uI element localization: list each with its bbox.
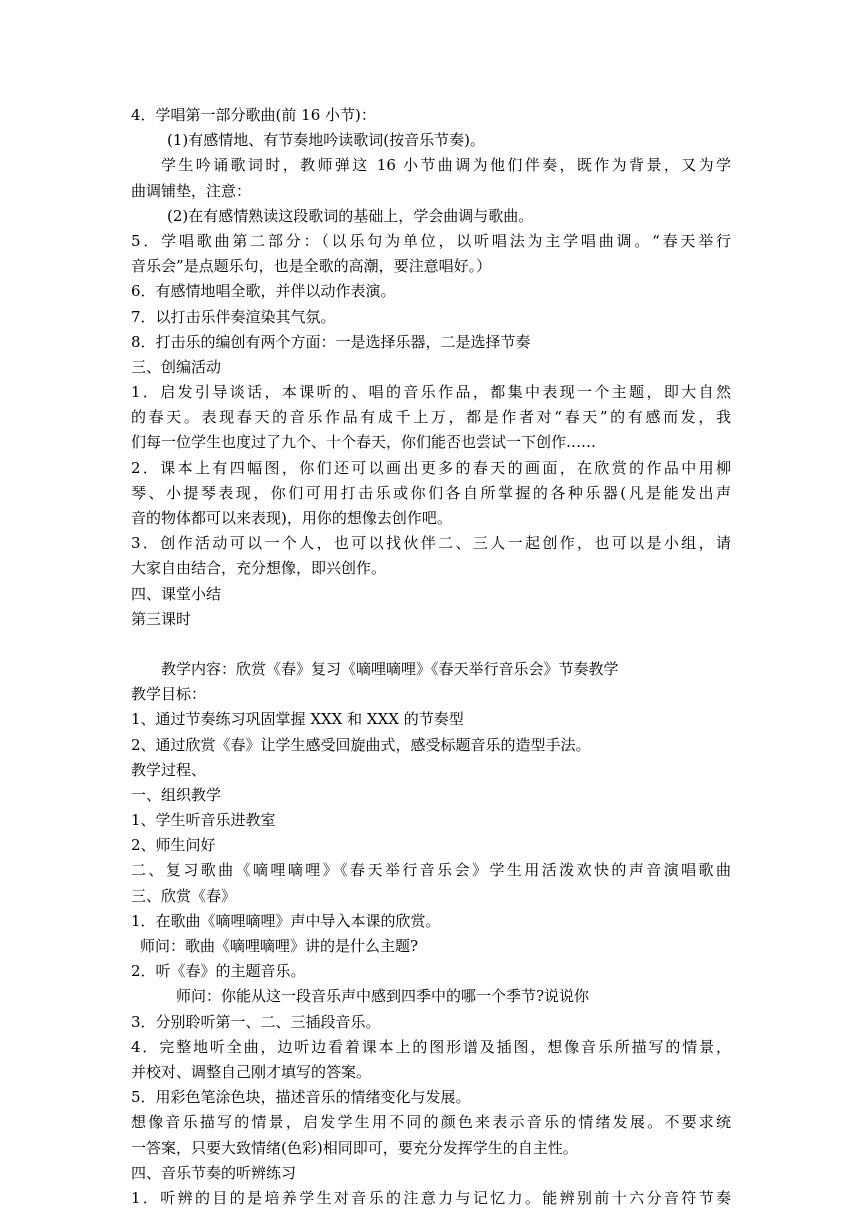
section-heading: 三、欣赏《春》 xyxy=(131,886,237,905)
text-line: 2、通过欣赏《春》让学生感受回旋曲式，感受标题音乐的造型手法。 xyxy=(131,735,591,754)
text-line: 2．听《春》的主题音乐。 xyxy=(131,962,306,981)
text-line: 1、通过节奏练习巩固掌握 XXX 和 XXX 的节奏型 xyxy=(131,710,464,729)
text-line: 6．有感情地唱全歌，并伴以动作表演。 xyxy=(131,282,396,301)
text-line: 琴、小提琴表现，你们可用打击乐或你们各自所掌握的各种乐器(凡是能发出声 xyxy=(131,483,731,502)
text-line: 8．打击乐的编创有两个方面：一是选择乐器，二是选择节奏 xyxy=(131,332,531,351)
text-line: 2、师生问好 xyxy=(131,836,216,855)
text-line: 1．在歌曲《嘀哩嘀哩》声中导入本课的欣赏。 xyxy=(131,911,441,930)
text-line: 教学目标： xyxy=(131,685,207,704)
text-line: 音乐会”是点题乐句，也是全歌的高潮，要注意唱好。） xyxy=(131,257,492,276)
text-line: 1．听辨的目的是培养学生对音乐的注意力与记忆力。能辨别前十六分音符节奏 xyxy=(131,1188,731,1207)
text-line: 2．课本上有四幅图，你们还可以画出更多的春天的画面，在欣赏的作品中用柳 xyxy=(131,458,731,477)
text-line: 音的物体都可以来表现)，用你的想像去创作吧。 xyxy=(131,509,452,527)
section-heading: 二、复习歌曲《嘀哩嘀哩》《春天举行音乐会》学生用活泼欢快的声音演唱歌曲 xyxy=(131,861,731,880)
text-line: 一答案，只要大致情绪(色彩)相同即可，要充分发挥学生的自主性。 xyxy=(131,1138,578,1157)
text-line: 师问：歌曲《嘀哩嘀哩》讲的是什么主题? xyxy=(140,937,419,955)
text-line: 大家自由结合，充分想像，即兴创作。 xyxy=(131,559,387,578)
text-line: 并校对、调整自己刚才填写的答案。 xyxy=(131,1062,372,1081)
text-line: 们每一位学生也度过了九个、十个春天，你们能否也尝试一下创作…… xyxy=(131,433,597,452)
text-line: 5．学唱歌曲第二部分：（以乐句为单位，以听唱法为主学唱曲调。“春天举行 xyxy=(131,231,731,250)
section-heading: 三、创编活动 xyxy=(131,357,222,376)
text-line: 想像音乐描写的情景，启发学生用不同的颜色来表示音乐的情绪发展。不要求统 xyxy=(131,1113,731,1132)
text-line: 7．以打击乐伴奏渲染其气氛。 xyxy=(131,307,336,326)
text-line: 5．用彩色笔涂色块，描述音乐的情绪变化与发展。 xyxy=(131,1088,471,1107)
lesson-heading: 第三课时 xyxy=(131,609,192,628)
section-heading: 四、音乐节奏的听辨练习 xyxy=(131,1163,297,1182)
text-line: 3．分别聆听第一、二、三插段音乐。 xyxy=(131,1012,381,1031)
text-line: (1)有感情地、有节奏地吟读歌词(按音乐节奏)。 xyxy=(167,131,485,150)
text-line: 1．启发引导谈话，本课听的、唱的音乐作品，都集中表现一个主题，即大自然 xyxy=(131,383,731,402)
document-page xyxy=(131,103,731,1211)
text-line: 师问：你能从这一段音乐声中感到四季中的哪一个季节?说说你 xyxy=(176,987,590,1006)
text-line: 的春天。表现春天的音乐作品有成千上万，都是作者对“春天”的有感而发，我 xyxy=(131,408,731,427)
text-line: (2)在有感情熟读这段歌词的基础上，学会曲调与歌曲。 xyxy=(167,206,534,225)
text-line: 学生吟诵歌词时，教师弹这 16 小节曲调为他们伴奏，既作为背景，又为学 xyxy=(161,156,731,175)
text-line: 教学内容：欣赏《春》复习《嘀哩嘀哩》《春天举行音乐会》节奏教学 xyxy=(161,659,619,678)
text-line: 4．学唱第一部分歌曲(前 16 小节)： xyxy=(131,106,376,124)
section-heading: 一、组织教学 xyxy=(131,785,222,804)
blank-line xyxy=(131,632,731,657)
text-line: 3．创作活动可以一个人，也可以找伙伴二、三人一起创作，也可以是小组，请 xyxy=(131,534,731,553)
text-line: 4．完整地听全曲，边听边看着课本上的图形谱及插图，想像音乐所描写的情景， xyxy=(131,1037,731,1056)
text-line: 1、学生听音乐进教室 xyxy=(131,811,276,830)
text-line: 曲调铺垫，注意： xyxy=(131,181,252,200)
section-heading: 四、课堂小结 xyxy=(131,584,222,603)
text-line: 教学过程、 xyxy=(131,760,207,779)
